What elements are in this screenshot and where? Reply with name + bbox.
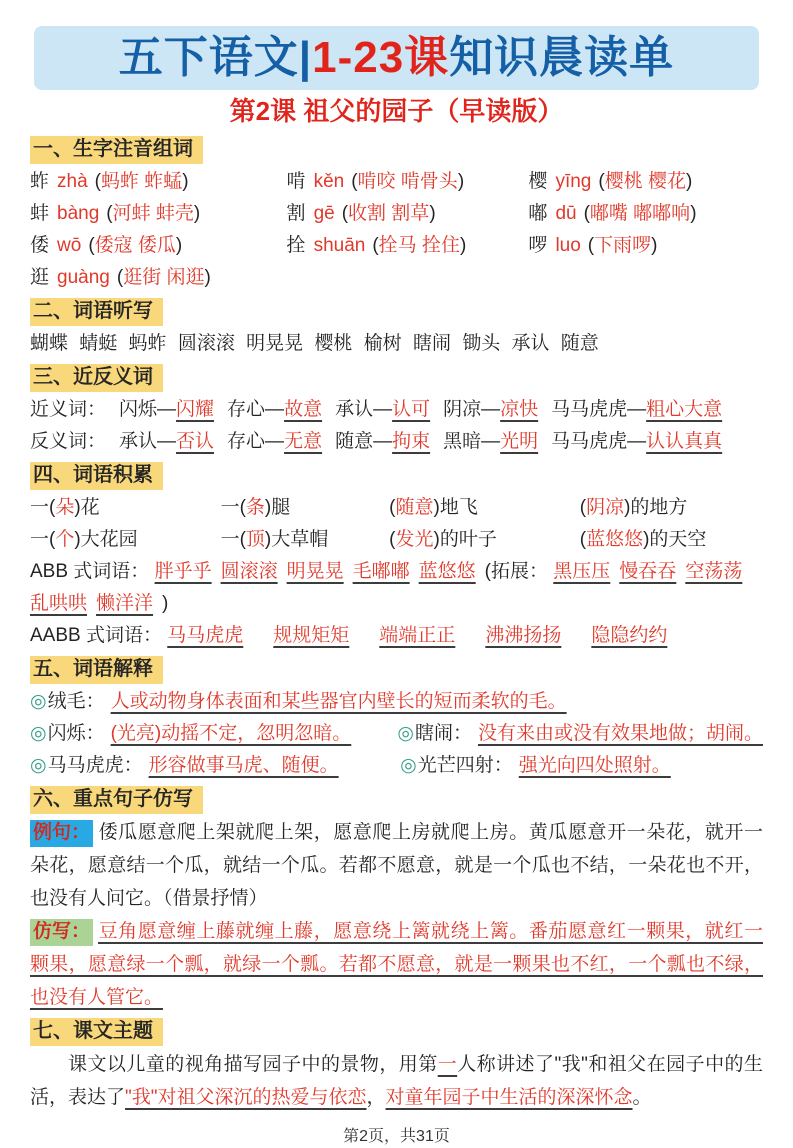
definition-entry <box>30 750 400 782</box>
char-entry <box>30 166 287 198</box>
character: 樱 <box>528 171 548 192</box>
definition-text: 没有来由或没有效果地做；胡闹。 <box>477 723 763 744</box>
section3-heading: 三、近反义词 <box>30 364 163 392</box>
abb-extension-word: 乱哄哄 <box>30 593 88 614</box>
phrase-post: )地飞 <box>433 497 478 518</box>
row-label: 近义词： <box>30 399 107 420</box>
pair-answer: 认认真真 <box>646 431 723 452</box>
pair-answer: 凉快 <box>500 399 539 420</box>
paren-open: ( <box>587 235 595 256</box>
pinyin: shuān <box>313 235 366 256</box>
abb-word: 圆滚滚 <box>220 561 278 582</box>
section1-heading: 一、生字注音组词 <box>30 136 203 164</box>
definition-row <box>30 750 763 782</box>
paren-open: ( <box>106 203 113 224</box>
word-pair <box>443 394 538 426</box>
character: 嘟 <box>528 203 548 224</box>
section-pinyin-words <box>30 132 763 294</box>
theme-text: 课文以儿童的视角描写园子中的景物，用第 <box>68 1054 438 1075</box>
pair-prompt: 随意— <box>335 431 393 452</box>
definition-term: 绒毛： <box>47 691 105 712</box>
theme-text: ， <box>366 1087 386 1108</box>
char-entry <box>30 198 287 230</box>
phrase-pre: 一( <box>220 529 246 550</box>
definition-entry <box>400 750 671 782</box>
pair-prompt: 马马虎虎— <box>551 431 647 452</box>
char-entry <box>287 230 529 262</box>
phrase-answer: 阴凉 <box>586 497 625 518</box>
paren-open: ( <box>116 267 124 288</box>
abb-extension-close: ) <box>162 593 169 614</box>
quantifier-phrase <box>580 492 763 524</box>
word-pair <box>227 394 322 426</box>
section7-heading: 七、课文主题 <box>30 1018 163 1046</box>
phrase-post: )的地方 <box>624 497 688 518</box>
aabb-word: 隐隐约约 <box>591 625 668 646</box>
definition-text: 强光向四处照射。 <box>518 755 671 776</box>
definition-entry <box>397 718 763 750</box>
lesson-subtitle: 第2课 祖父的园子（早读版） <box>229 96 564 126</box>
pair-answer: 认可 <box>392 399 431 420</box>
phrase-answer: 随意 <box>395 497 434 518</box>
example-words: 下雨啰 <box>594 235 652 256</box>
word-pair <box>443 426 538 458</box>
phrase-answer: 发光 <box>395 529 434 550</box>
char-entry <box>287 166 529 198</box>
pinyin: bàng <box>57 203 100 224</box>
example-words: 啃咬 啃骨头 <box>357 171 458 192</box>
ring-bullet-icon: ◎ <box>30 755 47 776</box>
title-segment-blue-right: 知识晨读单 <box>449 33 675 82</box>
theme-highlight: "我"对祖父深沉的热爱与依恋 <box>125 1087 367 1108</box>
abb-extension-word: 懒洋洋 <box>96 593 154 614</box>
imitation-sentence-text: 豆角愿意缠上藤就缠上藤，愿意绕上篱就绕上篱。番茄愿意红一颗果，就红一颗果，愿意绿一个瓢，就绿一个瓢。若都不愿意，就是一颗果也不红，一个瓢也不绿，也没有人管它。 <box>30 921 763 1008</box>
theme-highlight: 一 <box>437 1054 458 1075</box>
theme-text: 人称讲述了"我"和祖父在园子中的生活，表达了 <box>30 1054 763 1108</box>
quantifier-phrase <box>221 492 390 524</box>
definition-text: (光亮)动摇不定，忽明忽暗。 <box>110 723 352 744</box>
abb-word: 毛嘟嘟 <box>352 561 410 582</box>
phrase-answer: 朵 <box>55 497 75 518</box>
pinyin: kěn <box>313 171 345 192</box>
word-pair <box>551 426 722 458</box>
section-word-definitions <box>30 652 763 782</box>
pair-prompt: 马马虎虎— <box>551 399 647 420</box>
char-entry <box>528 198 763 230</box>
quantifier-phrase <box>30 492 221 524</box>
character: 逛 <box>30 267 50 288</box>
abb-extension-word: 黑压压 <box>553 561 611 582</box>
paren-close: ) <box>182 171 189 192</box>
definition-term: 马马虎虎： <box>47 755 143 776</box>
section5-heading: 五、词语解释 <box>30 656 163 684</box>
phrase-answer: 个 <box>55 529 75 550</box>
phrase-post: )大草帽 <box>264 529 329 550</box>
abb-extension-word: 慢吞吞 <box>619 561 677 582</box>
phrase-pre: ( <box>579 497 587 518</box>
word-pair <box>119 426 214 458</box>
definition-row <box>30 718 763 750</box>
definition-row <box>30 686 763 718</box>
pinyin: luo <box>555 235 581 256</box>
section6-heading: 六、重点句子仿写 <box>30 786 203 814</box>
section2-heading: 二、词语听写 <box>30 298 163 326</box>
word-pair <box>335 426 430 458</box>
example-words: 逛街 闲逛 <box>123 267 205 288</box>
pinyin: dū <box>555 203 577 224</box>
pair-answer: 故意 <box>284 399 323 420</box>
aabb-word: 马马虎虎 <box>167 625 244 646</box>
section-word-accumulation <box>30 458 763 652</box>
phrase-pre: ( <box>389 497 396 518</box>
imitation-label: 仿写： <box>30 919 93 946</box>
paren-close: ) <box>193 203 201 224</box>
section-text-theme <box>30 1014 763 1114</box>
pair-answer: 无意 <box>284 431 323 452</box>
pair-prompt: 闪烁— <box>119 399 177 420</box>
word-pair <box>335 394 430 426</box>
page-number: 第2页，共31页 <box>343 1128 450 1145</box>
pinyin: yīng <box>555 171 592 192</box>
example-words: 蚂蚱 蚱蜢 <box>100 171 183 192</box>
phrase-answer: 顶 <box>245 529 265 550</box>
page-title-banner <box>34 26 759 90</box>
paren-close: ) <box>685 171 693 192</box>
paren-open: ( <box>88 235 95 256</box>
theme-paragraph <box>30 1048 763 1114</box>
example-sentence-paragraph <box>30 816 763 915</box>
paren-close: ) <box>429 203 436 224</box>
imitation-sentence-paragraph <box>30 915 763 1014</box>
abb-extension-word: 空荡荡 <box>685 561 743 582</box>
paren-open: ( <box>598 171 605 192</box>
paren-close: ) <box>457 171 465 192</box>
pair-answer: 拘束 <box>392 431 431 452</box>
pinyin: wō <box>57 235 82 256</box>
title-segment-blue-left: 五下语文| <box>118 33 313 82</box>
phrase-pre: 一( <box>30 529 56 550</box>
phrase-answer: 条 <box>245 497 265 518</box>
definition-term: 瞎闹： <box>414 723 472 744</box>
quantifier-phrase <box>389 524 580 556</box>
definition-term: 闪烁： <box>47 723 105 744</box>
section-sentence-imitation <box>30 782 763 1014</box>
aabb-words-line <box>30 620 763 652</box>
paren-close: ) <box>175 235 183 256</box>
paren-open: ( <box>341 203 349 224</box>
aabb-word: 端端正正 <box>379 625 456 646</box>
example-words: 樱桃 樱花 <box>604 171 686 192</box>
paren-open: ( <box>94 171 101 192</box>
section-dictation-words <box>30 294 763 360</box>
pair-answer: 光明 <box>500 431 539 452</box>
char-entry <box>528 230 763 262</box>
quantifier-phrase <box>30 524 221 556</box>
phrase-post: )大花园 <box>74 529 138 550</box>
abb-word: 蓝悠悠 <box>418 561 476 582</box>
ring-bullet-icon: ◎ <box>30 723 47 744</box>
definition-text: 形容做事马虎、随便。 <box>148 755 339 776</box>
definition-entry <box>30 718 397 750</box>
phrase-post: )的叶子 <box>433 529 497 550</box>
word-pair <box>551 394 722 426</box>
quantifier-phrase <box>389 492 580 524</box>
phrase-pre: ( <box>389 529 396 550</box>
phrase-pre: ( <box>579 529 587 550</box>
row-label: 反义词： <box>30 431 107 452</box>
abb-label: ABB 式词语： <box>30 561 150 582</box>
example-words: 拴马 拴住 <box>378 235 460 256</box>
aabb-word: 规规矩矩 <box>273 625 350 646</box>
char-entry <box>30 262 287 294</box>
paren-open: ( <box>351 171 358 192</box>
paren-close: ) <box>204 267 211 288</box>
section4-heading: 四、词语积累 <box>30 462 163 490</box>
paren-open: ( <box>583 203 590 224</box>
title-segment-red: 1-23课 <box>312 33 450 82</box>
quantifier-grid <box>30 492 763 556</box>
dictation-word-list: 蝴蝶 蜻蜓 蚂蚱 圆滚滚 明晃晃 樱桃 榆树 瞎闹 锄头 承认 随意 <box>30 333 599 354</box>
pair-prompt: 承认— <box>335 399 393 420</box>
pinyin-grid <box>30 166 763 294</box>
pair-answer: 粗心大意 <box>646 399 723 420</box>
paren-open: ( <box>372 235 379 256</box>
character: 倭 <box>30 235 50 256</box>
aabb-label: AABB 式词语： <box>30 625 162 646</box>
phrase-answer: 蓝悠悠 <box>586 529 644 550</box>
paren-close: ) <box>459 235 467 256</box>
character: 啃 <box>286 171 306 192</box>
abb-words-line <box>30 556 763 620</box>
pair-answer: 否认 <box>176 431 215 452</box>
abb-extension-label: (拓展： <box>484 561 548 582</box>
example-label: 例句： <box>30 820 93 847</box>
paren-close: ) <box>690 203 697 224</box>
example-words: 收割 割草 <box>348 203 430 224</box>
character: 拴 <box>286 235 306 256</box>
phrase-post: )花 <box>74 497 100 518</box>
section-synonyms-antonyms <box>30 360 763 458</box>
quantifier-phrase <box>580 524 763 556</box>
definition-term: 光芒四射： <box>417 755 513 776</box>
abb-word: 明晃晃 <box>286 561 344 582</box>
abb-word: 胖乎乎 <box>154 561 212 582</box>
definition-entry <box>30 686 567 718</box>
pinyin: zhà <box>57 171 88 192</box>
character: 啰 <box>528 235 548 256</box>
char-entry <box>287 198 529 230</box>
phrase-pre: 一( <box>30 497 56 518</box>
ring-bullet-icon: ◎ <box>397 723 414 744</box>
phrase-post: )的天空 <box>643 529 707 550</box>
pair-answer: 闪耀 <box>176 399 215 420</box>
pinyin: guàng <box>57 267 110 288</box>
word-pair <box>119 394 214 426</box>
synonym-row <box>30 394 763 426</box>
definition-text: 人或动物身体表面和某些器官内壁长的短而柔软的毛。 <box>110 691 567 712</box>
antonym-row <box>30 426 763 458</box>
character: 蚱 <box>30 171 50 192</box>
pair-prompt: 存心— <box>227 399 285 420</box>
example-sentence-text: 倭瓜愿意爬上架就爬上架，愿意爬上房就爬上房。黄瓜愿意开一朵花，就开一朵花，愿意结一个瓜，就结一个瓜。若都不愿意，就是一个瓜也不结，一朵花也不开，也没有人问它。（借景抒情） <box>30 822 763 909</box>
example-words: 嘟嘴 嘟嘟响 <box>589 203 691 224</box>
pair-prompt: 黑暗— <box>443 431 501 452</box>
example-words: 河蚌 蚌壳 <box>112 203 194 224</box>
example-words: 倭寇 倭瓜 <box>94 235 176 256</box>
phrase-pre: 一( <box>220 497 246 518</box>
pinyin: gē <box>313 203 335 224</box>
quantifier-phrase <box>221 524 390 556</box>
phrase-post: )腿 <box>264 497 291 518</box>
char-entry <box>30 230 287 262</box>
theme-text: 。 <box>632 1087 652 1108</box>
ring-bullet-icon: ◎ <box>400 755 417 776</box>
pair-prompt: 承认— <box>119 431 177 452</box>
word-pair <box>227 426 322 458</box>
theme-highlight: 对童年园子中生活的深深怀念 <box>385 1087 633 1108</box>
pair-prompt: 存心— <box>227 431 285 452</box>
character: 蚌 <box>30 203 50 224</box>
pair-prompt: 阴凉— <box>443 399 501 420</box>
ring-bullet-icon: ◎ <box>30 691 47 712</box>
aabb-word: 沸沸扬扬 <box>485 625 562 646</box>
char-entry <box>528 166 763 198</box>
paren-close: ) <box>651 235 658 256</box>
character: 割 <box>286 203 306 224</box>
